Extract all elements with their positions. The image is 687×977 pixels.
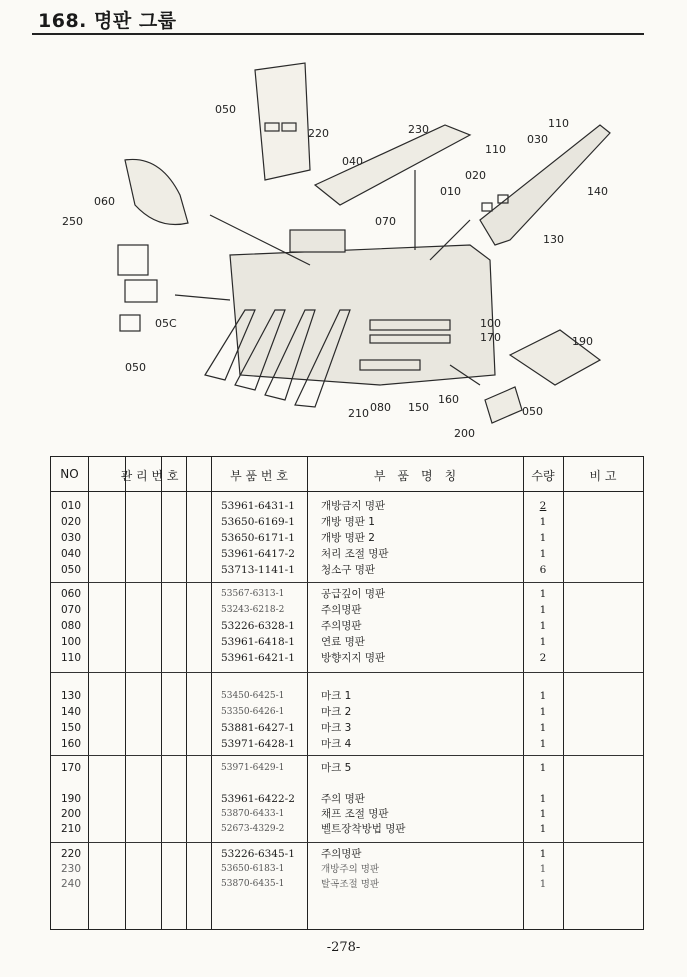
- col-divider: [563, 457, 564, 929]
- row-qty: 1: [539, 762, 547, 774]
- row-no: 230: [61, 863, 82, 875]
- callout-110b: 110: [548, 117, 569, 130]
- row-part-no: 53650-6171-1: [221, 532, 295, 544]
- callout-080: 080: [370, 401, 391, 414]
- row-name: 벨트장착방법 명판: [321, 823, 406, 835]
- header-no: NO: [60, 467, 79, 481]
- row-qty: 1: [539, 548, 547, 560]
- header-qty: 수량: [531, 469, 555, 483]
- row-no: 110: [61, 652, 82, 664]
- callout-200: 200: [454, 427, 475, 440]
- callout-050a: 050: [215, 103, 236, 116]
- row-qty: 1: [539, 706, 547, 718]
- row-name: 주의명판: [321, 620, 362, 632]
- row-part-no: 53881-6427-1: [221, 722, 295, 734]
- header-part-no: 부 품 번 호: [230, 469, 288, 483]
- row-no: 190: [61, 793, 82, 805]
- row-no: 070: [61, 604, 82, 616]
- row-part-no: 52673-4329-2: [221, 824, 285, 834]
- row-no: 080: [61, 620, 82, 632]
- title-underline: [32, 33, 644, 35]
- row-name: 개방 명판 1: [321, 516, 375, 528]
- row-part-no: 53961-6418-1: [221, 636, 295, 648]
- group-rule: [51, 842, 643, 843]
- row-qty: 1: [539, 738, 547, 750]
- row-qty: 1: [539, 848, 547, 860]
- callout-110a: 110: [485, 143, 506, 156]
- row-no: 100: [61, 636, 82, 648]
- row-no: 240: [61, 878, 82, 890]
- row-part-no: 53961-6422-2: [221, 793, 295, 805]
- row-qty: 1: [539, 722, 547, 734]
- callout-250: 250: [62, 215, 83, 228]
- callout-070: 070: [375, 215, 396, 228]
- row-no: 160: [61, 738, 82, 750]
- row-name: 마크 5: [321, 762, 352, 774]
- row-no: 040: [61, 548, 82, 560]
- row-name: 주의명판: [321, 604, 362, 616]
- row-name: 마크 1: [321, 690, 352, 702]
- row-qty: 6: [539, 564, 547, 576]
- row-qty: 1: [539, 690, 547, 702]
- harvester-body: [230, 245, 495, 385]
- row-name: 방향지지 명판: [321, 652, 386, 664]
- row-name: 주의 명판: [321, 793, 365, 805]
- row-no: 060: [61, 588, 82, 600]
- header-rule: [51, 491, 643, 492]
- row-qty: 2: [539, 500, 547, 512]
- row-part-no: 53971-6429-1: [221, 763, 285, 773]
- callout-140: 140: [587, 185, 608, 198]
- row-part-no: 53870-6435-1: [221, 879, 285, 889]
- callout-190: 190: [572, 335, 593, 348]
- group-rule: [51, 755, 643, 756]
- row-part-no: 53243-6218-2: [221, 605, 285, 615]
- row-name: 탈곡조절 명판: [321, 879, 380, 890]
- row-qty: 1: [539, 588, 547, 600]
- callout-050d: 050: [522, 405, 543, 418]
- row-name: 청소구 명판: [321, 564, 376, 576]
- left-cover: [125, 159, 188, 224]
- row-part-no: 53650-6169-1: [221, 516, 295, 528]
- header-mgmt: 관 리 번 호: [120, 469, 179, 483]
- row-no: 140: [61, 706, 82, 718]
- callout-060: 060: [94, 195, 115, 208]
- row-name: 개방금지 명판: [321, 500, 386, 512]
- row-name: 채프 조절 명판: [321, 808, 389, 820]
- callout-050b: 050: [125, 361, 146, 374]
- callout-210: 210: [348, 407, 369, 420]
- parts-table: [50, 456, 644, 930]
- callout-220: 220: [308, 127, 329, 140]
- group-rule: [51, 672, 643, 673]
- row-no: 200: [61, 808, 82, 820]
- row-no: 130: [61, 690, 82, 702]
- row-name: 마크 3: [321, 722, 352, 734]
- row-name: 개방 명판 2: [321, 532, 375, 544]
- row-qty: 1: [539, 516, 547, 528]
- row-no: 020: [61, 516, 82, 528]
- parts-diagram: [40, 55, 650, 445]
- callout-040: 040: [342, 155, 363, 168]
- row-qty: 1: [539, 878, 547, 890]
- row-part-no: 53971-6428-1: [221, 738, 295, 750]
- col-divider: [211, 457, 212, 929]
- row-no: 010: [61, 500, 82, 512]
- page-number: -278-: [326, 940, 361, 955]
- row-name: 연료 명판: [321, 636, 365, 648]
- row-qty: 1: [539, 532, 547, 544]
- row-qty: 1: [539, 863, 547, 875]
- callout-160: 160: [438, 393, 459, 406]
- row-part-no: 53870-6433-1: [221, 809, 285, 819]
- col-divider: [125, 457, 126, 929]
- row-qty: 1: [539, 620, 547, 632]
- nameplate-sheet: [255, 63, 310, 180]
- row-no: 170: [61, 762, 82, 774]
- callout-030: 030: [527, 133, 548, 146]
- callout-010: 010: [440, 185, 461, 198]
- row-part-no: 53713-1141-1: [221, 564, 295, 576]
- row-qty: 1: [539, 823, 547, 835]
- row-part-no: 53961-6417-2: [221, 548, 295, 560]
- row-no: 050: [61, 564, 82, 576]
- row-qty: 2: [539, 652, 547, 664]
- col-divider: [161, 457, 162, 929]
- row-part-no: 53567-6313-1: [221, 589, 285, 599]
- row-no: 220: [61, 848, 82, 860]
- callout-020: 020: [465, 169, 486, 182]
- row-no: 150: [61, 722, 82, 734]
- row-qty: 1: [539, 604, 547, 616]
- row-name: 개방주의 명판: [321, 864, 380, 875]
- header-remark: 비 고: [589, 469, 617, 483]
- row-name: 주의명판: [321, 848, 362, 860]
- callout-230: 230: [408, 123, 429, 136]
- group-rule: [51, 582, 643, 583]
- row-part-no: 53961-6431-1: [221, 500, 295, 512]
- row-name: 처리 조절 명판: [321, 548, 389, 560]
- row-qty: 1: [539, 636, 547, 648]
- page-title: 168. 명판 그룹: [38, 10, 177, 32]
- callout-170: 170: [480, 331, 501, 344]
- row-name: 공급깊이 명판: [321, 588, 386, 600]
- callout-100: 100: [480, 317, 501, 330]
- row-part-no: 53961-6421-1: [221, 652, 295, 664]
- callout-050c: 05C: [155, 317, 177, 330]
- row-part-no: 53450-6425-1: [221, 691, 285, 701]
- row-qty: 1: [539, 793, 547, 805]
- row-qty: 1: [539, 808, 547, 820]
- row-name: 마크 2: [321, 706, 352, 718]
- row-part-no: 53226-6345-1: [221, 848, 295, 860]
- row-part-no: 53350-6426-1: [221, 707, 285, 717]
- row-name: 마크 4: [321, 738, 352, 750]
- col-divider: [186, 457, 187, 929]
- row-no: 030: [61, 532, 82, 544]
- header-name: 부 품 명 칭: [373, 469, 457, 483]
- callout-130: 130: [543, 233, 564, 246]
- row-no: 210: [61, 823, 82, 835]
- row-part-no: 53226-6328-1: [221, 620, 295, 632]
- row-part-no: 53650-6183-1: [221, 864, 285, 874]
- callout-150: 150: [408, 401, 429, 414]
